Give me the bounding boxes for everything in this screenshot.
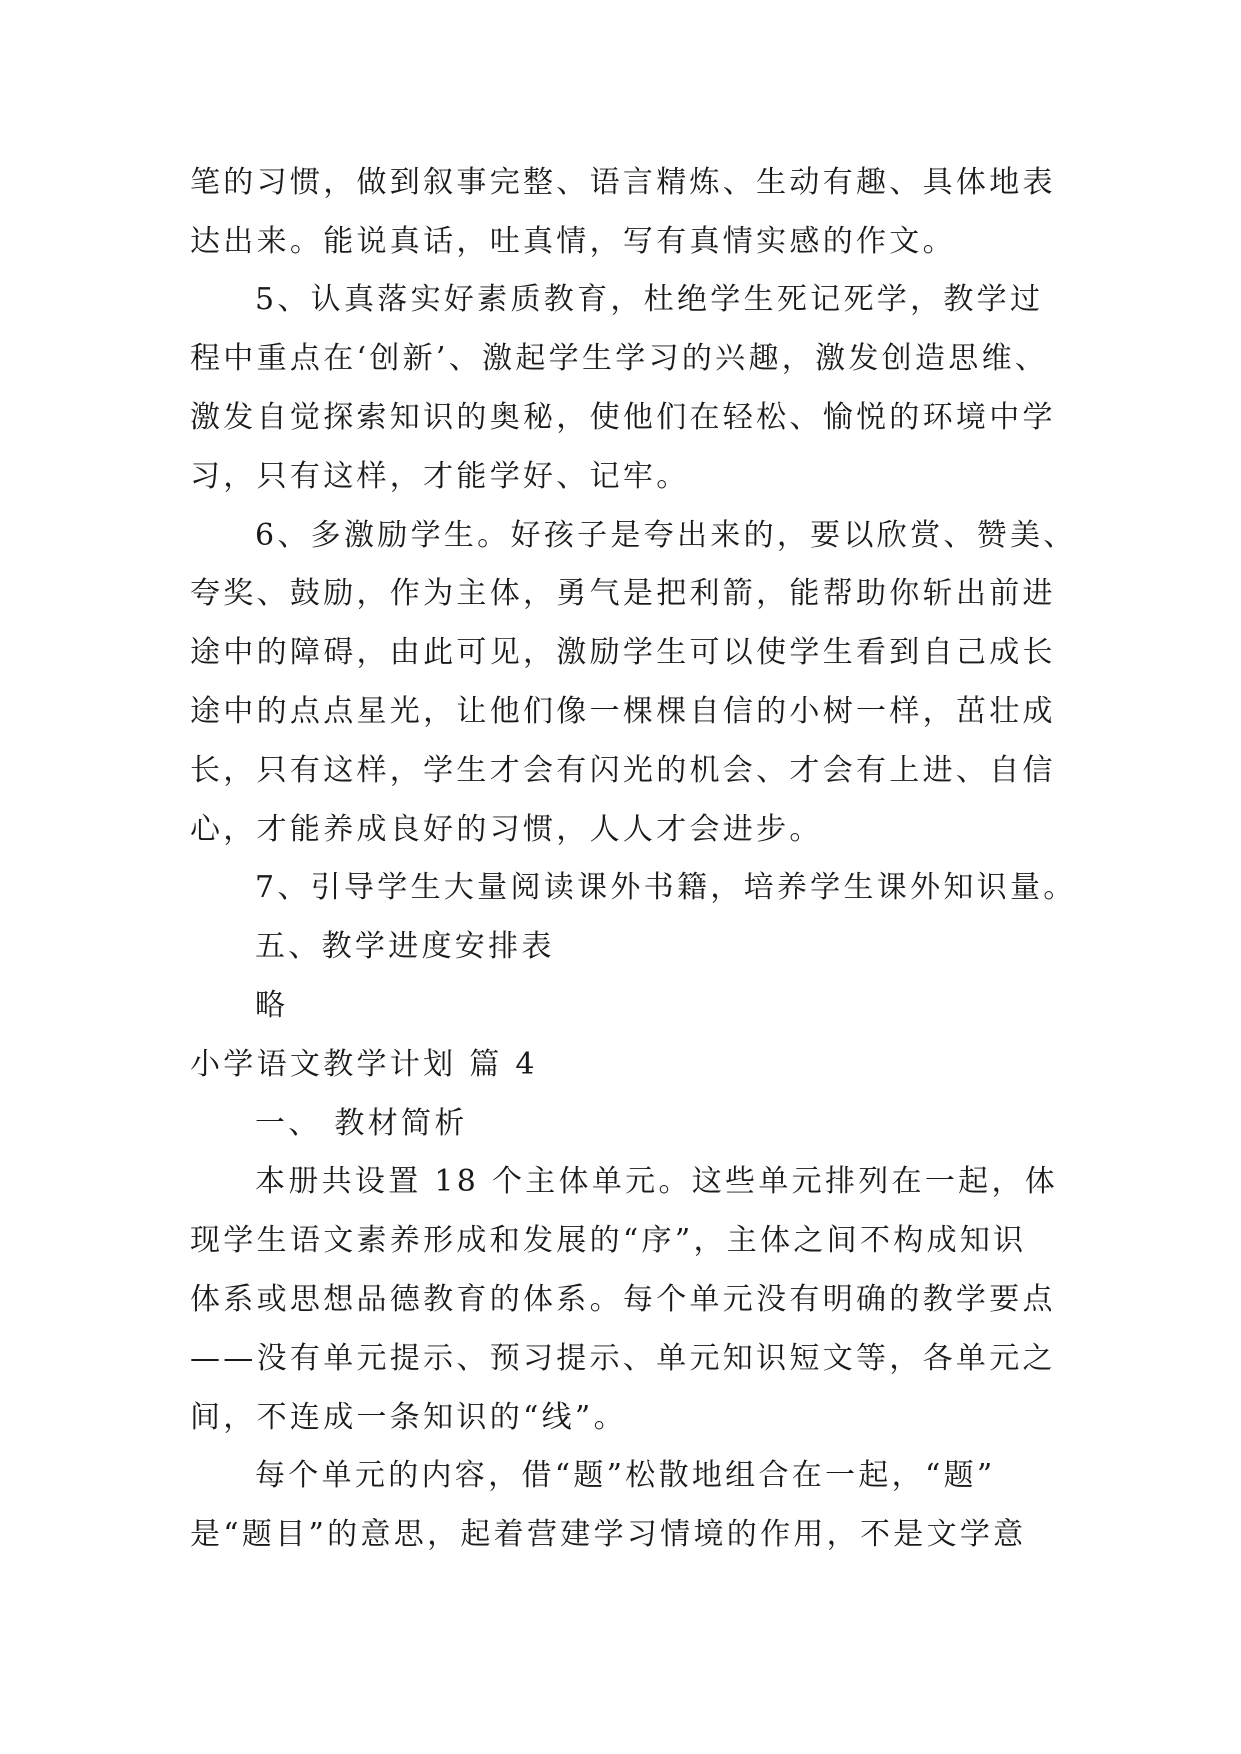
text-line: 本册共设置 18 个主体单元。这些单元排列在一起，体	[255, 1164, 1059, 1199]
text-line: 长，只有这样，学生才会有闪光的机会、才会有上进、自信	[190, 753, 1056, 788]
text-line: 程中重点在‘创新’、激起学生学习的兴趣，激发创造思维、	[190, 341, 1049, 376]
text-line: 途中的点点星光，让他们像一棵棵自信的小树一样，茁壮成	[190, 694, 1056, 729]
text-line: ——没有单元提示、预习提示、单元知识短文等，各单元之	[190, 1341, 1056, 1376]
text-line: 每个单元的内容，借“题”松散地组合在一起，“题”	[255, 1458, 996, 1493]
text-line: 途中的障碍，由此可见，激励学生可以使学生看到自己成长	[190, 635, 1056, 670]
text-line: 6、多激励学生。好孩子是夸出来的，要以欣赏、赞美、	[255, 518, 1077, 553]
text-line: 7、引导学生大量阅读课外书籍，培养学生课外知识量。	[255, 870, 1077, 905]
text-line: 笔的习惯，做到叙事完整、语言精炼、生动有趣、具体地表	[190, 165, 1056, 200]
text-line: 激发自觉探索知识的奥秘，使他们在轻松、愉悦的环境中学	[190, 400, 1056, 435]
text-line: 夸奖、鼓励，作为主体，勇气是把利箭，能帮助你斩出前进	[190, 576, 1056, 611]
text-line: 体系或思想品德教育的体系。每个单元没有明确的教学要点	[190, 1282, 1056, 1317]
section-heading: 五、教学进度安排表	[255, 929, 555, 964]
text-line: 间，不连成一条知识的“线”。	[190, 1400, 627, 1435]
article-title: 小学语文教学计划 篇 4	[190, 1047, 538, 1082]
text-line: 略	[255, 988, 289, 1023]
text-line: 是“题目”的意思，起着营建学习情境的作用，不是文学意	[190, 1517, 1027, 1552]
text-line: 达出来。能说真话，吐真情，写有真情实感的作文。	[190, 224, 956, 259]
text-line: 现学生语文素养形成和发展的“序”，主体之间不构成知识	[190, 1223, 1027, 1258]
section-heading: 一、 教材简析	[255, 1106, 468, 1141]
text-line: 5、认真落实好素质教育，杜绝学生死记死学，教学过	[255, 282, 1044, 317]
text-line: 习，只有这样，才能学好、记牢。	[190, 459, 690, 494]
text-line: 心，才能养成良好的习惯，人人才会进步。	[190, 812, 823, 847]
